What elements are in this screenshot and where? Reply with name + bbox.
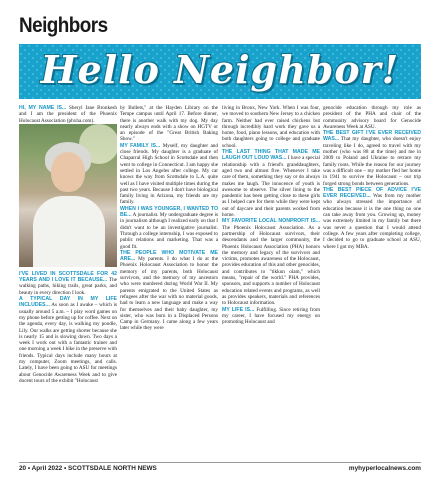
answer-text: Myself, my daughter and close friends. My daughter is a graduate of Chaparral High School in Scottsdale and then went to college in Connecticut. I am happy she settled in Los Angeles after college. My car knows the way from Scottsdale to L.A. quite well as I have visited multiple times during the past two years. Because I don't have biological family living in Arizona, my friends are my family. [120,142,218,206]
answer-text: That my daughter, who doesn't enjoy traveling like I do, agreed to travel with my mother (who was 88 at the time) and me in 2009 to Poland and Ukraine to retrace my family roots. While the reason for our journey was a difficult one – my mother fled her home in 1941 to survive the Holocaust – our trip forged strong bonds between generations. [323,136,421,187]
question-heading: THE BEST GIFT I'VE EVER RECEIVED WAS... [323,130,421,143]
answer-text: As soon as I awake – which is usually around 5 a.m. – I play word games on my phone before getting up for coffee. Next on the agenda, every day, is walking my poodle, Lily. Our walks are getting shorter because she is nearly 15 and is slowing down. Two days a week I work out with a fantastic trainer and one morning a week I hike in the preserve with friends. Typical days include many hours at my computer, Zoom meetings, and calls. Lately, I have been going to ASU for meetings about Genocide Awareness Week and to give docent tours of the exhibit "Holocaust [19,302,117,384]
answer-text: by Bullets," at the Hayden Library on the Tempe campus until April 17. Before dinner, there is another walk with my dog. My day nearly always ends with a show on HGTV or an episode of the "Great British Baking Show." [120,105,218,143]
article-column-3 [222,105,320,460]
article-column-1 [19,105,117,460]
question-heading: A TYPICAL DAY IN MY LIFE INCLUDES... [19,296,117,309]
hello-neighbor-banner [19,44,421,99]
article-paragraph [222,149,320,218]
answer-text: Sheryl Jane Bronkesh and I am the president of the Phoenix Holocaust Association (phxha.com). [19,105,117,124]
answer-text: My parents. I do what I do at the Phoenix Holocaust Association to honor the memory of my parents, both Holocaust survivors, and the memory of my ancestors who were murdered during World War II. My parents emigrated to the United States as refugees after the war with no material goods, had to learn a new language and make a way for themselves and their baby daughter, my sister, who was born in a Displaced Persons Camp in Germany. I came along a few years later while they were [120,256,218,332]
article-paragraph [120,206,218,250]
article-column-4 [323,105,421,460]
answer-text: The walking paths, hiking trails, great parks, and beauty in every direction I look. [19,277,117,296]
question-heading: HI, MY NAME IS... [19,105,67,111]
article-paragraph [19,271,117,296]
question-heading: MY FAVORITE LOCAL NONPROFIT IS... [222,218,320,225]
answer-text: Was from my mother who always stressed the importance of education because it is the one thing no one can take away from you. Growing up, money was extremely limited in my family but there was never a question that I would attend college. A few years after completing college, I decided to go to graduate school at ASU, where I got my MBA. [323,193,421,250]
article-paragraph [120,105,218,143]
answer-text: The Phoenix Holocaust Association. As a partnership of Holocaust survivors, their descendants and the larger community, the Phoenix Holocaust Association (PHA) honors the memory and legacy of the survivors and victims, promotes awareness of the Holocaust, provides education of this and other genocides, and contributes to "tikkun olam," which means, "repair of the world." PHA provides, sponsors, and supports a number of Holocaust education related events and programs, as well as provides speakers, materials and references to Holocaust information. [222,224,320,307]
article-paragraph [222,307,320,326]
article-paragraph [19,296,117,384]
article-paragraph [222,105,320,149]
answer-text: genocide education through my role as president of the PHA and chair of the community advisory board for Genocide Awareness Week at ASU. [323,105,421,130]
answer-text: living in Bronx, New York. When I was four, we moved to southern New Jersey to a chicken farm. Neither had ever raised chickens but through incredibly hard work they gave us a home, food, piano lessons, and education with both daughters going to college and graduate school. [222,105,320,149]
question-heading: WHEN I WAS YOUNGER, I WANTED TO BE... [120,205,218,219]
article-paragraph [222,218,320,306]
banner-text: Hello Neighbor! [40,47,400,92]
article-paragraph [323,105,421,130]
article-paragraph [120,250,218,332]
footer-page-info: 20 • April 2022 • SCOTTSDALE NORTH NEWS [19,465,157,472]
section-title: Neighbors [19,14,108,37]
article-paragraph [323,130,421,187]
question-heading: THE BEST PIECE OF ADVICE I'VE EVER RECEIVED... [323,186,421,200]
answer-text: Fulfilling. Since retiring from my career, I have focused my energy on promoting Holocaust and [222,306,320,326]
question-heading: MY LIFE IS... [222,306,255,313]
article-paragraph [19,105,117,124]
question-heading: I'VE LIVED IN SCOTTSDALE FOR 42 YEARS AND I LOVE IT BECAUSE... [19,270,117,284]
footer-rule [19,462,421,463]
article-column-2 [120,105,218,460]
question-heading: MY FAMILY IS... [120,142,161,149]
answer-text: A journalist. My undergraduate degree is in journalism although I realized early on that I didn't want to be an investigative journalist. Through a college internship, I was exposed to public relations and marketing. That was a good fit. [120,212,218,250]
article-paragraph [323,187,421,250]
answer-text: I have a special relationship with a friend's granddaughters, aged two and almost five. Whenever I take care of them, something they say or do always makes me laugh. The innocence of youth is awesome to observe. The silver lining to the pandemic has been getting close to these girls as I helped care for them while they were kept out of daycare and their parents worked from home. [222,155,320,219]
article-paragraph [120,143,218,206]
portrait-photo [19,124,117,267]
question-heading: THE LAST THING THAT MADE ME LAUGH OUT LOUD WAS... [222,149,320,162]
footer-website: myhyperlocalnews.com [348,465,421,472]
question-heading: THE PEOPLE WHO MOTIVATE ME ARE... [120,249,218,263]
